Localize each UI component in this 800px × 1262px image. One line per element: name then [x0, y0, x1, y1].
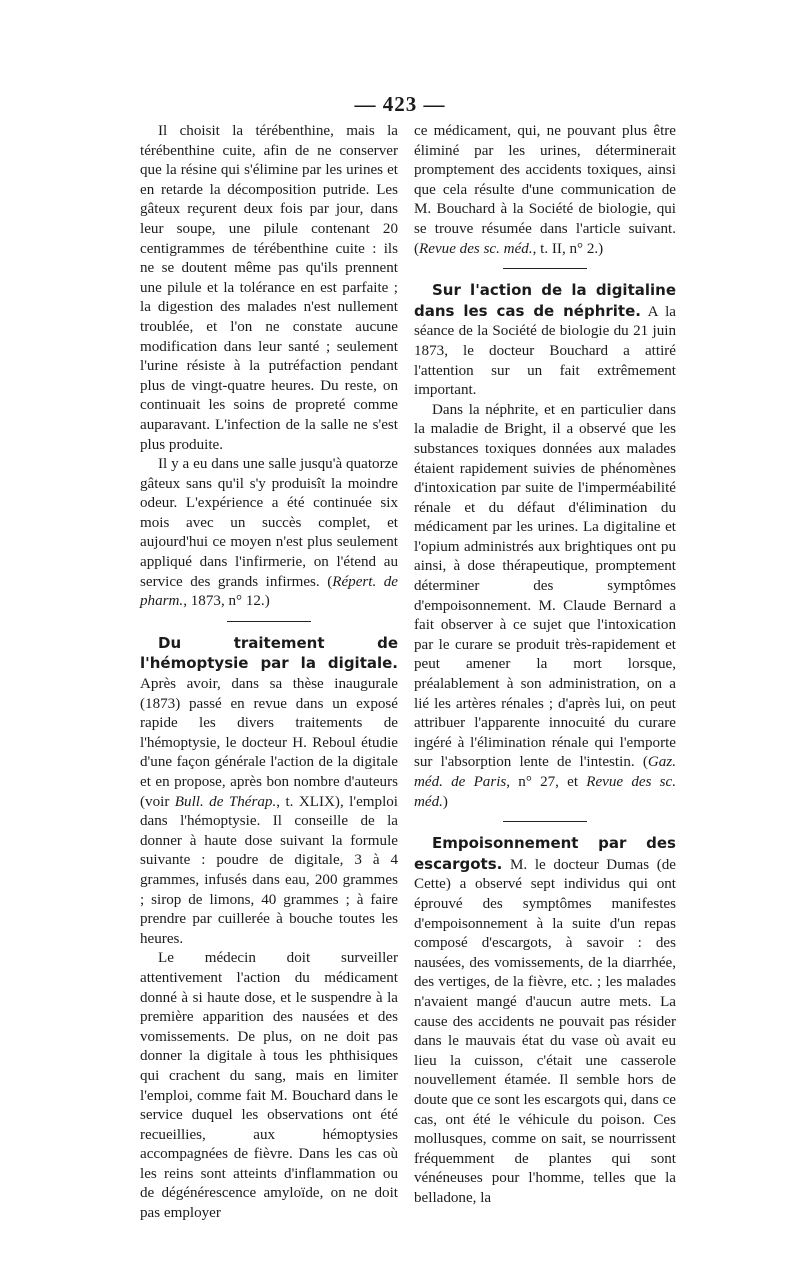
- text-run: , 1873, n° 12.): [183, 593, 270, 610]
- left-column: [140, 122, 398, 1224]
- paragraph: [414, 122, 676, 259]
- citation: Répert. de pharm.: [140, 573, 398, 610]
- paragraph: Il choisit la térébenthine, mais la térébenthine cuite, afin de ne conserver que la résine qui s'élimine par les urines et en retarde la décomposition putride. Les gâteux reçurent deux fois par jour, dans leur soupe, une pilule contenant 20 centigrammes de térébenthine cuite : ils ne se doutent même pas qu'ils prennent une pilule et la tolérance en est parfaite ; la digestion des malades n'est nullement troublée, et l'on ne constate aucune modification dans leur santé ; seulement l'urine résiste à la putréfaction pendant plus de vingt-quatre heures. Du reste, on continuait les soins de propreté comme auparavant. L'infection de la salle ne s'est plus produite.: [140, 123, 398, 453]
- citation: Gaz. méd. de Paris: [414, 754, 676, 790]
- text-run: M. le docteur Dumas (de Cette) a observé sept individus qui ont éprouvé des symptômes manifestes d'empoisonnement à la suite d'un repas composé d'escargots, à savoir : des nausées, des vomissements, de la diarrhée, des vertiges, de la fièvre, etc. ; les malades n'avaient mangé d'aucun autre mets. La cause des accidents ne pouvait pas résider dans le mauvais état du vase où avait eu lieu la cuisson, c'était une casserole nouvellement étamée. Il semble hors de doute que ce sont les escargots qui, dans ce cas, ont été le véhicule du poison. Ces mollusques, comme on sait, se nourrissent fréquemment de plantes qui sont vénéneuses pour l'homme, telles que la belladone, la: [414, 856, 676, 1206]
- text-run: Il y a eu dans une salle jusqu'à quatorze gâteux sans qu'il s'y produisît la moindre odeur. L'expérience a été continuée six mois avec un succès complet, et aujourd'hui ce moyen n'est plus seulement appliqué dans l'infirmerie, on l'étend au service des grands infirmes. (: [140, 456, 398, 590]
- text-run: Après avoir, dans sa thèse inaugurale (1873) passé en revue dans un exposé rapide les divers traitements de l'hémoptysie, le docteur H. Reboul étudie d'une façon générale l'action de la digitale et en propose, après bon nombre d'auteurs (voir: [140, 676, 398, 810]
- paragraph: Le médecin doit surveiller attentivement l'action du médicament donné à si haute dose, et le suspendre à la première apparition des nausées et des vomissements. De plus, on ne doit pas donner la digitale à tous les phthisiques qui crachent du sang, mais en limiter l'emploi, comme fait M. Bouchard dans le service duquel les observations ont été recueillies, aux hémoptysies accompagnées de fièvre. Dans les cas où les reins sont atteints d'inflammation ou de dégénérescence amyloïde, on ne doit pas employer: [140, 950, 398, 1222]
- citation: Revue des sc. méd.: [419, 240, 533, 257]
- paragraph: [414, 281, 676, 401]
- text-run: , t. II, n° 2.): [532, 240, 604, 257]
- paragraph: [414, 834, 676, 1208]
- section-heading: Empoisonnement par des escargots.: [414, 834, 676, 873]
- section-divider: [503, 268, 587, 269]
- page-number: — 423 —: [354, 92, 446, 116]
- text-run: Dans la néphrite, et en particulier dans la maladie de Bright, il a observé que les substances toxiques données aux malades étaient rapidement suivies de phénomènes d'intoxication par suite de l'imperméabilité rénale et du défaut d'élimination du médicament par les urines. La digitaline et l'opium administrés aux brightiques ont pu ainsi, à dose thérapeutique, promptement déterminer des symptômes d'empoisonnement. M. Claude Bernard a fait observer à ce sujet que l'intoxication par le curare se produit très-rapidement et peut amener la mort lorsque, préalablement à son administration, on a lié les artères rénales ; d'après lui, on peut attribuer l'apparente innocuité du curare ingéré à l'élimination rénale qui l'emporte sur l'absorption lente de l'intestin. (: [414, 401, 676, 771]
- paragraph: [414, 401, 676, 812]
- paragraph: [140, 455, 398, 612]
- paragraph: [140, 634, 398, 950]
- right-column: [414, 122, 676, 1208]
- text-run: , n° 27, et: [506, 774, 587, 790]
- section-heading: Du traitement de l'hémoptysie par la digitale.: [140, 633, 398, 673]
- citation: Revue des sc. méd.: [414, 774, 676, 810]
- text-run: ): [442, 793, 448, 810]
- section-divider: [503, 821, 587, 822]
- text-run: ce médicament, qui, ne pouvant plus être éliminé par les urines, déterminerait promptement des accidents toxiques, ainsi que cela résulte d'une communication de M. Bouchard à la Société de biologie, qui se trouve résumée dans l'article suivant. (: [414, 123, 676, 257]
- section-heading: Sur l'action de la digitaline dans les cas de néphrite.: [414, 281, 676, 320]
- text-run: A la séance de la Société de biologie du 21 juin 1873, le docteur Bouchard a attiré l'attention sur un fait extrêmement important.: [414, 303, 676, 399]
- citation: Bull. de Thérap.: [174, 793, 277, 810]
- text-run: , t. XLIX), l'emploi dans l'hémoptysie. Il conseille de la donner à haute dose suivant la formule suivante : poudre de digitale, 3 à 4 grammes, infusés dans eau, 200 grammes ; sirop de limons, 40 grammes ; à faire prendre par cuillerée à bouche toutes les heures.: [140, 793, 398, 947]
- section-divider: [227, 621, 311, 622]
